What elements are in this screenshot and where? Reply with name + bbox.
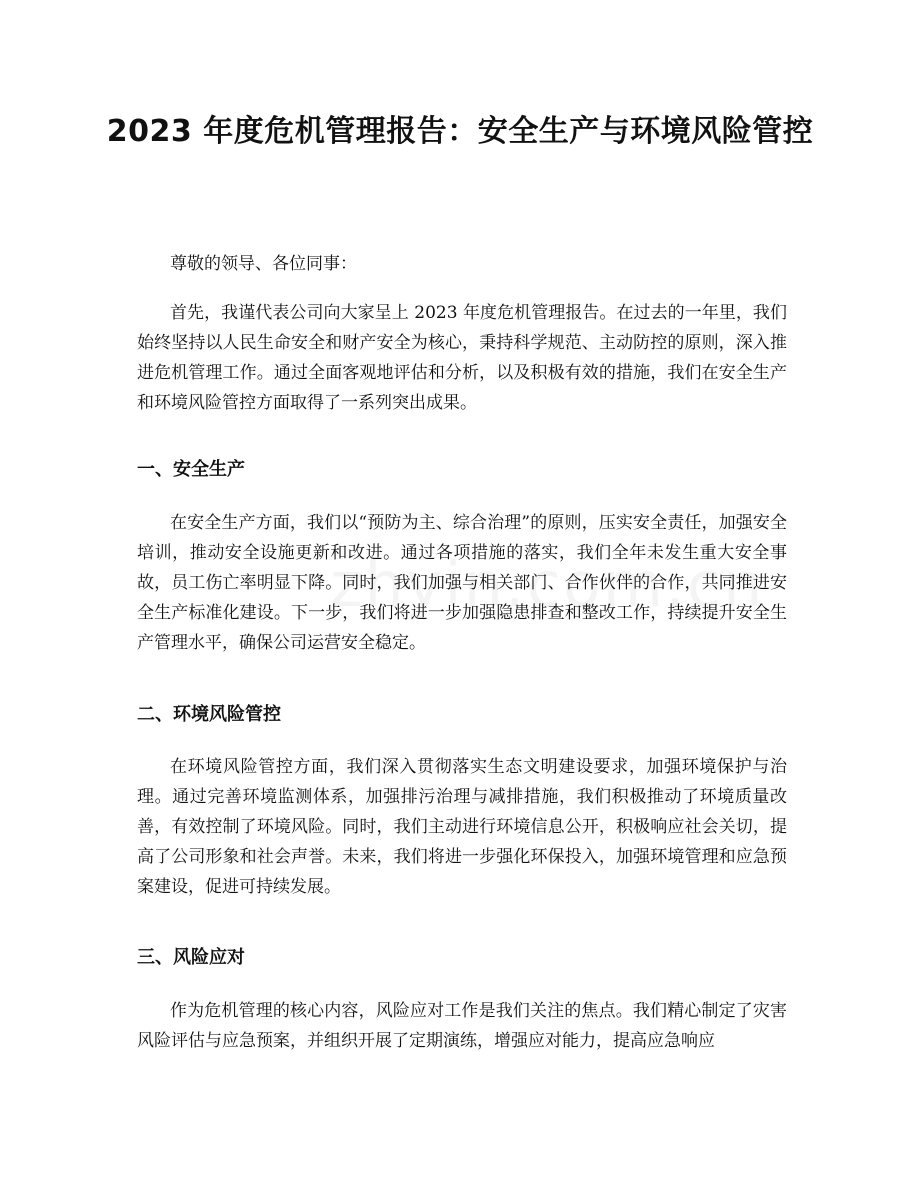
section-text-environment: 在环境风险管控方面，我们深入贯彻落实生态文明建设要求，加强环境保护与治理。通过完善环境监测体系，加强排污治理与减排措施，我们积极推动了环境质量改善，有效控制了环境风险。同时，我们主动进行环境信息公开，积极响应社会关切，提高了公司形象和社会声誉。未来，我们将进一步强化环保投入，加强环境管理和应急预案建设，促进可持续发展。: [137, 757, 787, 897]
section-text-risk: 作为危机管理的核心内容，风险应对工作是我们关注的焦点。我们精心制定了灾害风险评估与应急预案，并组织开展了定期演练，增强应对能力，提高应急响应: [137, 1001, 787, 1051]
section-text-safety: 在安全生产方面，我们以“预防为主、综合治理”的原则，压实安全责任，加强安全培训，推动安全设施更新和改进。通过各项措施的落实，我们全年未发生重大安全事故，员工伤亡率明显下降。同时，我们加强与相关部门、合作伙伴的合作，共同推进安全生产标准化建设。下一步，我们将进一步加强隐患排查和整改工作，持续提升安全生产管理水平，确保公司运营安全稳定。: [137, 513, 787, 653]
greeting: 尊敬的领导、各位同事：: [170, 254, 357, 274]
intro-paragraph: 首先，我谨代表公司向大家呈上 2023 年度危机管理报告。在过去的一年里，我们始终坚持以人民生命安全和财产安全为核心，秉持科学规范、主动防控的原则，深入推进危机管理工作。通过全面客观地评估和分析，以及积极有效的措施，我们在安全生产和环境风险管控方面取得了一系列突出成果。: [137, 303, 787, 413]
section-heading-risk: 三、风险应对: [137, 947, 245, 968]
section-heading-environment: 二、环境风险管控: [137, 704, 281, 725]
section-heading-safety: 一、安全生产: [137, 459, 245, 480]
document-title: 2023 年度危机管理报告：安全生产与环境风险管控: [106, 114, 814, 149]
